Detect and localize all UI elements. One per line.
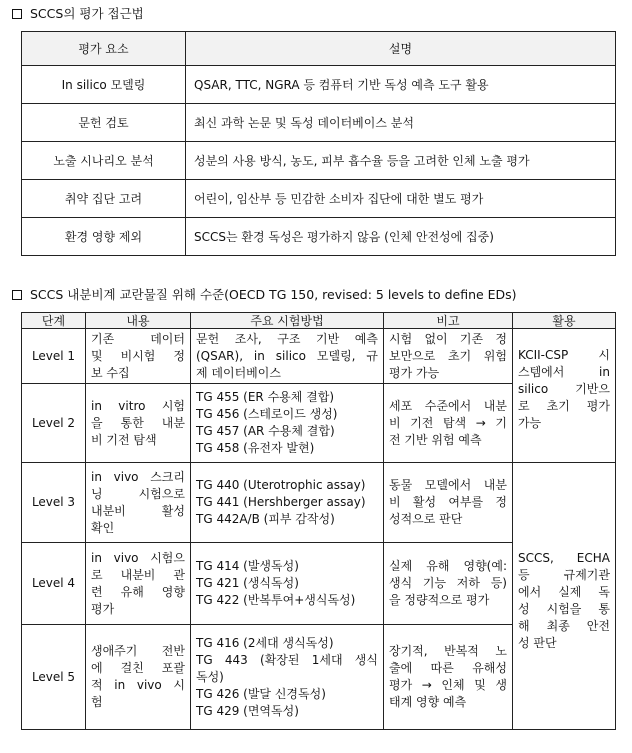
- section2-title: SCCS 내분비계 교란물질 위해 수준(OECD TG 150, revised: 5 levels to define EDs): [12, 287, 517, 303]
- cell-usage-regulatory: SCCS, ECHA 등 규제기관 에서 실제 독 성 시험을 통 해 최종 안전 성 판단: [513, 463, 616, 730]
- table-row: [22, 142, 616, 180]
- table-row: [22, 218, 616, 256]
- cell-description: QSAR, TTC, NGRA 등 컴퓨터 기반 독성 예측 도구 활용: [186, 66, 616, 104]
- table-row-level-3: [22, 463, 616, 543]
- table-header-row: [22, 313, 616, 329]
- checkbox-square-icon: [12, 290, 22, 300]
- table-row: [22, 66, 616, 104]
- header-level: 단계: [22, 313, 86, 329]
- cell-note: 실제 유해 영향(예: 생식 기능 저하 등) 을 정량적으로 평가: [384, 543, 513, 625]
- cell-level: Level 3: [22, 463, 86, 543]
- cell-level: Level 4: [22, 543, 86, 625]
- cell-element: 노출 시나리오 분석: [22, 142, 186, 180]
- cell-element: 환경 영향 제외: [22, 218, 186, 256]
- evaluation-approach-table: [21, 31, 616, 256]
- cell-methods: TG 455 (ER 수용체 결합) TG 456 (스테로이드 생성) TG 457 (AR 수용체 결합) TG 458 (유전자 발현): [191, 384, 384, 463]
- cell-description: SCCS는 환경 독성은 평가하지 않음 (인체 안전성에 집중): [186, 218, 616, 256]
- table-row: [22, 104, 616, 142]
- cell-usage-early: KCII-CSP 시 스템에서 in silico 기반으 로 초기 평가 가능: [513, 329, 616, 463]
- endocrine-disruptor-levels-table: [21, 312, 616, 730]
- cell-methods: TG 440 (Uterotrophic assay) TG 441 (Hershberger assay) TG 442A/B (피부 감작성): [191, 463, 384, 543]
- cell-description: 최신 과학 논문 및 독성 데이터베이스 분석: [186, 104, 616, 142]
- table-row-level-1: [22, 329, 616, 384]
- cell-description: 어린이, 임산부 등 민감한 소비자 집단에 대한 별도 평가: [186, 180, 616, 218]
- cell-content: in vivo 시험으 로 내분비 관 련 유해 영향 평가: [86, 543, 191, 625]
- cell-level: Level 5: [22, 625, 86, 730]
- cell-description: 성분의 사용 방식, 농도, 피부 흡수율 등을 고려한 인체 노출 평가: [186, 142, 616, 180]
- section1-title: SCCS의 평가 접근법: [12, 6, 144, 22]
- table-row: [22, 180, 616, 218]
- table-header-row: [22, 32, 616, 66]
- cell-element: 취약 집단 고려: [22, 180, 186, 218]
- header-usage: 활용: [513, 313, 616, 329]
- cell-content: 기존 데이터 및 비시험 정 보 수집: [86, 329, 191, 384]
- checkbox-square-icon: [12, 9, 22, 19]
- cell-content: in vivo 스크리 닝 시험으로 내분비 활성 확인: [86, 463, 191, 543]
- cell-methods: TG 414 (발생독성) TG 421 (생식독성) TG 422 (반복투여+생식독성): [191, 543, 384, 625]
- header-content: 내용: [86, 313, 191, 329]
- cell-note: 장기적, 반복적 노 출에 따른 유해성 평가 → 인체 및 생 태계 영향 예측: [384, 625, 513, 730]
- cell-methods: 문헌 조사, 구조 기반 예측 (QSAR), in silico 모델링, 규 제 데이터베이스: [191, 329, 384, 384]
- cell-note: 동물 모델에서 내분 비 활성 여부를 정 성적으로 판단: [384, 463, 513, 543]
- header-note: 비고: [384, 313, 513, 329]
- header-description: 설명: [186, 32, 616, 66]
- cell-element: 문헌 검토: [22, 104, 186, 142]
- cell-note: 세포 수준에서 내분 비 기전 탐색 → 기 전 기반 위험 예측: [384, 384, 513, 463]
- cell-level: Level 2: [22, 384, 86, 463]
- header-methods: 주요 시험방법: [191, 313, 384, 329]
- cell-element: In silico 모델링: [22, 66, 186, 104]
- cell-level: Level 1: [22, 329, 86, 384]
- cell-content: in vitro 시험 을 통한 내분 비 기전 탐색: [86, 384, 191, 463]
- header-element: 평가 요소: [22, 32, 186, 66]
- cell-note: 시험 없이 기존 정 보만으로 초기 위험 평가 가능: [384, 329, 513, 384]
- cell-content: 생애주기 전반 에 걸친 포괄 적 in vivo 시 험: [86, 625, 191, 730]
- cell-methods: TG 416 (2세대 생식독성) TG 443 (확장된 1세대 생식 독성) TG 426 (발달 신경독성) TG 429 (면역독성): [191, 625, 384, 730]
